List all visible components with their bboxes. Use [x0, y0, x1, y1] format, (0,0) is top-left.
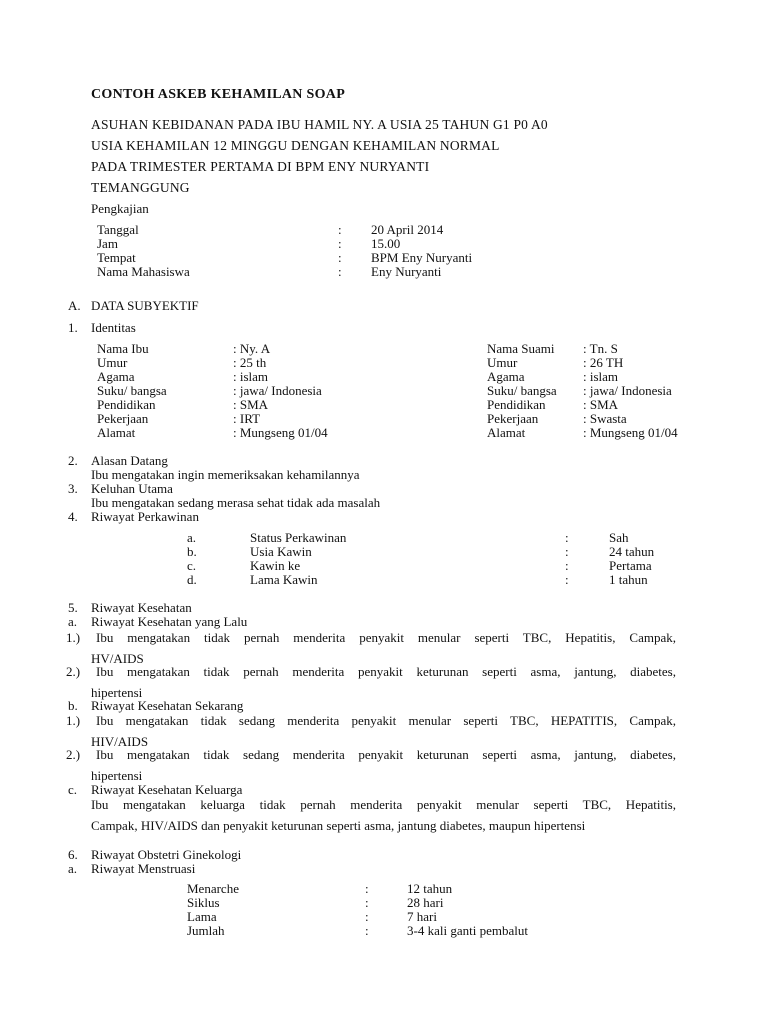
suami-value: : Tn. S — [583, 341, 618, 356]
pengkajian-row-label: Tempat — [97, 250, 136, 265]
suami-label: Alamat — [487, 425, 526, 440]
menstruasi-row-label: Menarche — [187, 881, 239, 896]
kesehatan-lalu-item-num: 1.) — [66, 630, 81, 645]
pengkajian-colon: : — [338, 222, 342, 237]
perkawinan-num: 4. — [68, 509, 78, 524]
kesehatan-sekarang-letter: b. — [68, 698, 78, 713]
obstetri-num: 6. — [68, 847, 78, 862]
suami-label: Pekerjaan — [487, 411, 539, 426]
kesehatan-keluarga-label: Riwayat Kesehatan Keluarga — [91, 782, 243, 797]
ibu-value: : IRT — [233, 411, 261, 426]
suami-value: : islam — [583, 369, 619, 384]
identitas-label: Identitas — [91, 320, 136, 335]
kesehatan-lalu-item-line: Ibu mengatakan tidak pernah menderita penyakit menular seperti TBC, Hepatitis, Campak, — [96, 630, 676, 645]
alasan-text: Ibu mengatakan ingin memeriksakan kehamilannya — [91, 467, 360, 482]
perkawinan-label: Riwayat Perkawinan — [91, 509, 199, 524]
pengkajian-colon: : — [338, 250, 342, 265]
ibu-value: : Ny. A — [233, 341, 271, 356]
perkawinan-colon: : — [565, 530, 569, 545]
menstruasi-colon: : — [365, 909, 369, 924]
perkawinan-colon: : — [565, 558, 569, 573]
heading-line-1: ASUHAN KEBIDANAN PADA IBU HAMIL NY. A USIA 25 TAHUN G1 P0 A0 — [91, 117, 548, 132]
pengkajian-row-value: BPM Eny Nuryanti — [371, 250, 473, 265]
suami-label: Pendidikan — [487, 397, 546, 412]
pengkajian-row-label: Nama Mahasiswa — [97, 264, 190, 279]
perkawinan-row-value: 1 tahun — [609, 572, 648, 587]
suami-value: : Mungseng 01/04 — [583, 425, 678, 440]
menstruasi-row-label: Lama — [187, 909, 217, 924]
suami-value: : jawa/ Indonesia — [583, 383, 672, 398]
suami-label: Suku/ bangsa — [487, 383, 557, 398]
ibu-label: Pendidikan — [97, 397, 156, 412]
kesehatan-sekarang-item-line: Ibu mengatakan tidak sedang menderita penyakit keturunan seperti asma, jantung, diabetes, — [96, 747, 676, 762]
pengkajian-row-label: Jam — [97, 236, 118, 251]
perkawinan-colon: : — [565, 544, 569, 559]
suami-label: Nama Suami — [487, 341, 555, 356]
pengkajian-row-value: 20 April 2014 — [371, 222, 444, 237]
heading-line-3: PADA TRIMESTER PERTAMA DI BPM ENY NURYANTI — [91, 159, 430, 174]
keluhan-num: 3. — [68, 481, 78, 496]
menstruasi-colon: : — [365, 895, 369, 910]
menstruasi-row-value: 7 hari — [407, 909, 437, 924]
perkawinan-row-value: Pertama — [609, 558, 652, 573]
kesehatan-num: 5. — [68, 600, 78, 615]
ibu-value: : jawa/ Indonesia — [233, 383, 322, 398]
ibu-value: : SMA — [233, 397, 269, 412]
keluhan-text: Ibu mengatakan sedang merasa sehat tidak ada masalah — [91, 495, 381, 510]
menstruasi-row-value: 28 hari — [407, 895, 444, 910]
pengkajian-row-label: Tanggal — [97, 222, 139, 237]
perkawinan-colon: : — [565, 572, 569, 587]
menstruasi-row-value: 3-4 kali ganti pembalut — [407, 923, 528, 938]
kesehatan-lalu-item-line: Ibu mengatakan tidak pernah menderita penyakit keturunan seperti asma, jantung, diabetes, — [96, 664, 676, 679]
identitas-num: 1. — [68, 320, 78, 335]
perkawinan-row-value: 24 tahun — [609, 544, 655, 559]
kesehatan-lalu-item-num: 2.) — [66, 664, 81, 679]
obstetri-label: Riwayat Obstetri Ginekologi — [91, 847, 242, 862]
ibu-label: Agama — [97, 369, 135, 384]
kesehatan-lalu-label: Riwayat Kesehatan yang Lalu — [91, 614, 248, 629]
kesehatan-sekarang-item-num: 1.) — [66, 713, 81, 728]
document-title: CONTOH ASKEB KEHAMILAN SOAP — [91, 87, 346, 102]
kesehatan-label: Riwayat Kesehatan — [91, 600, 192, 615]
suami-label: Agama — [487, 369, 525, 384]
section-a-marker: A. — [68, 298, 81, 313]
kesehatan-lalu-item-cont: HV/AIDS — [91, 651, 144, 666]
menstruasi-colon: : — [365, 923, 369, 938]
menstruasi-row-label: Siklus — [187, 895, 220, 910]
pengkajian-colon: : — [338, 236, 342, 251]
ibu-value: : islam — [233, 369, 269, 384]
kesehatan-sekarang-item-cont: hipertensi — [91, 768, 143, 783]
perkawinan-letter: d. — [187, 572, 197, 587]
kesehatan-sekarang-item-cont: HIV/AIDS — [91, 734, 149, 749]
kesehatan-sekarang-item-line: Ibu mengatakan tidak sedang menderita penyakit menular seperti TBC, HEPATITIS, Campak, — [96, 713, 676, 728]
perkawinan-row-label: Status Perkawinan — [250, 530, 347, 545]
perkawinan-row-label: Kawin ke — [250, 558, 301, 573]
kesehatan-sekarang-item-num: 2.) — [66, 747, 81, 762]
suami-value: : Swasta — [583, 411, 627, 426]
heading-line-2: USIA KEHAMILAN 12 MINGGU DENGAN KEHAMILAN NORMAL — [91, 138, 500, 153]
ibu-label: Umur — [97, 355, 128, 370]
kesehatan-keluarga-cont: Campak, HIV/AIDS dan penyakit keturunan seperti asma, jantung diabetes, maupun hipertensi — [91, 818, 586, 833]
kesehatan-keluarga-line: Ibu mengatakan keluarga tidak pernah menderita penyakit menular seperti TBC, Hepatitis, — [91, 797, 676, 812]
kesehatan-keluarga-letter: c. — [68, 782, 78, 797]
alasan-num: 2. — [68, 453, 78, 468]
pengkajian-row-value: Eny Nuryanti — [371, 264, 442, 279]
perkawinan-letter: c. — [187, 558, 197, 573]
ibu-value: : 25 th — [233, 355, 267, 370]
menstruasi-colon: : — [365, 881, 369, 896]
perkawinan-row-value: Sah — [609, 530, 629, 545]
pengkajian-colon: : — [338, 264, 342, 279]
keluhan-label: Keluhan Utama — [91, 481, 173, 496]
perkawinan-letter: a. — [187, 530, 197, 545]
suami-value: : SMA — [583, 397, 619, 412]
section-a-title: DATA SUBYEKTIF — [91, 298, 199, 313]
menstruasi-row-label: Jumlah — [187, 923, 225, 938]
ibu-value: : Mungseng 01/04 — [233, 425, 328, 440]
perkawinan-letter: b. — [187, 544, 197, 559]
suami-label: Umur — [487, 355, 518, 370]
ibu-label: Alamat — [97, 425, 136, 440]
kesehatan-lalu-letter: a. — [68, 614, 78, 629]
pengkajian-row-value: 15.00 — [371, 236, 401, 251]
perkawinan-row-label: Lama Kawin — [250, 572, 318, 587]
ibu-label: Nama Ibu — [97, 341, 149, 356]
alasan-label: Alasan Datang — [91, 453, 168, 468]
pengkajian-label: Pengkajian — [91, 201, 149, 216]
menstruasi-row-value: 12 tahun — [407, 881, 453, 896]
ibu-label: Suku/ bangsa — [97, 383, 167, 398]
menstruasi-label: Riwayat Menstruasi — [91, 861, 196, 876]
kesehatan-sekarang-label: Riwayat Kesehatan Sekarang — [91, 698, 244, 713]
menstruasi-letter: a. — [68, 861, 78, 876]
heading-line-4: TEMANGGUNG — [91, 180, 190, 195]
suami-value: : 26 TH — [583, 355, 624, 370]
ibu-label: Pekerjaan — [97, 411, 149, 426]
kesehatan-lalu-item-cont: hipertensi — [91, 685, 143, 700]
perkawinan-row-label: Usia Kawin — [250, 544, 312, 559]
